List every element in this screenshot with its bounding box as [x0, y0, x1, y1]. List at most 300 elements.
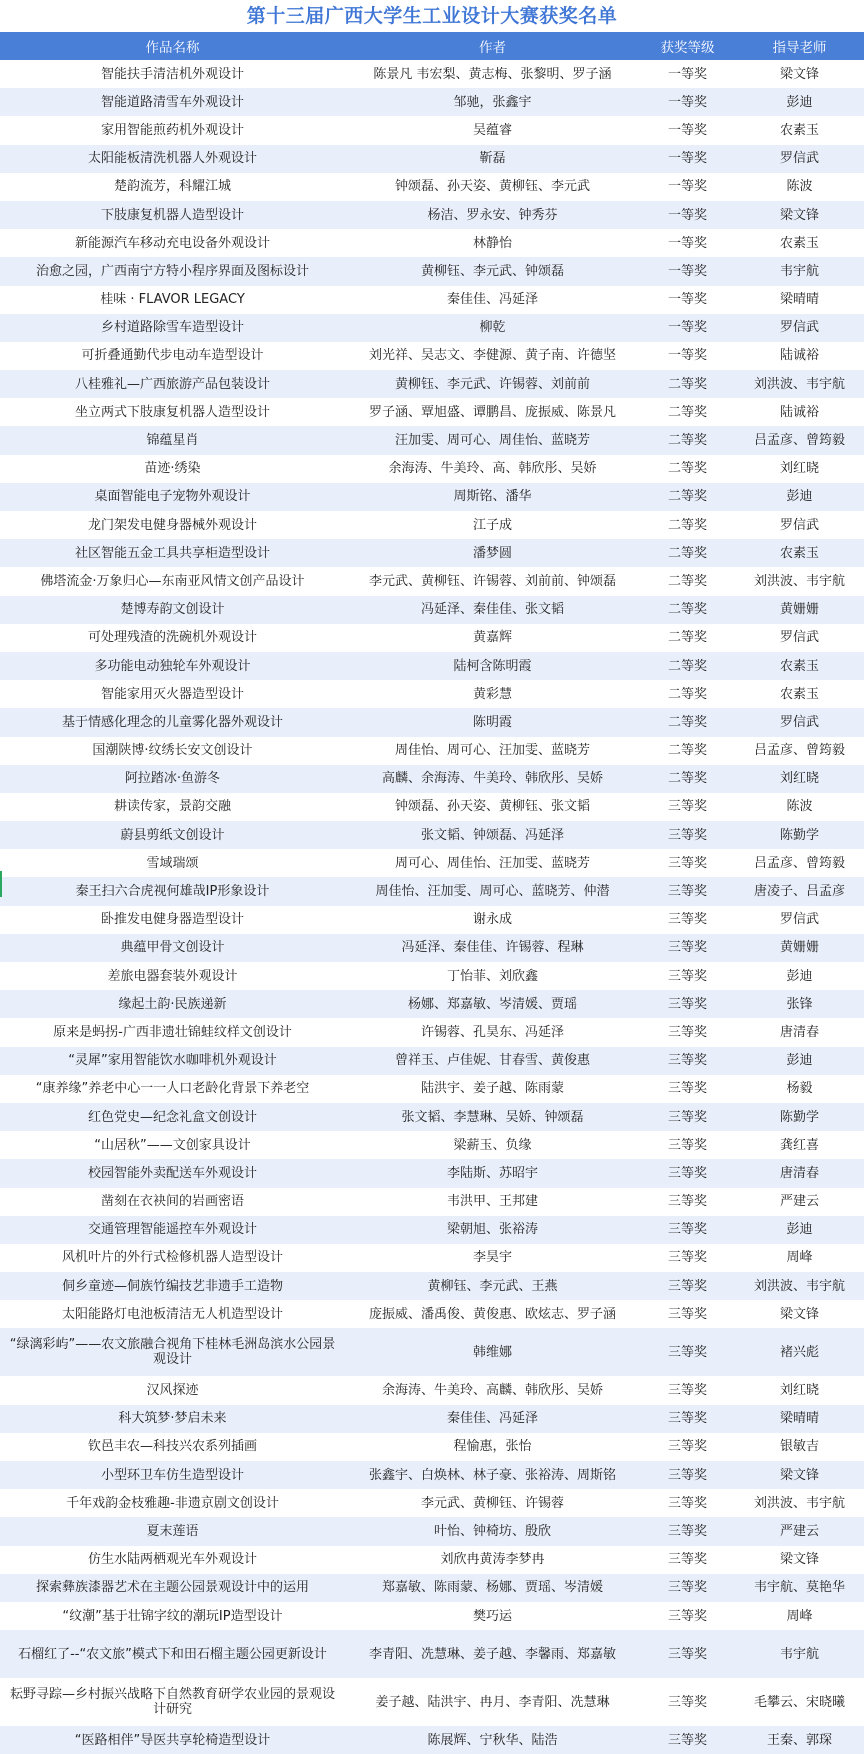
table-row[interactable]: [0, 286, 864, 314]
cell-author: 周斯铭、潘华: [345, 483, 640, 511]
cell-author: 邹驰，张鑫宇: [345, 88, 640, 116]
table-row[interactable]: [0, 765, 864, 793]
cell-work-name: 耘野寻踪—乡村振兴战略下自然教育研学农业园的景观设计研究: [0, 1678, 345, 1726]
cell-work-name: 八桂雅礼—广西旅游产品包装设计: [0, 370, 345, 398]
cell-author: 江子成: [345, 511, 640, 539]
cell-advisor: 褚兴彪: [735, 1328, 864, 1376]
cell-work-name: 楚韵流芳，科耀江城: [0, 173, 345, 201]
cell-advisor: 彭迪: [735, 1216, 864, 1244]
cell-advisor: 彭迪: [735, 1047, 864, 1075]
cell-author: 张鑫宇、白焕林、林子豪、张裕涛、周斯铭: [345, 1461, 640, 1489]
cell-work-name: 探索彝族漆器艺术在主题公园景观设计中的运用: [0, 1574, 345, 1602]
table-body: [0, 60, 864, 1754]
cell-work-name: 太阳能板清洗机器人外观设计: [0, 145, 345, 173]
cell-award-level: 三等奖: [640, 1272, 735, 1300]
table-row[interactable]: [0, 821, 864, 849]
cell-advisor: 农素玉: [735, 680, 864, 708]
table-row[interactable]: [0, 483, 864, 511]
cell-award-level: 二等奖: [640, 765, 735, 793]
cell-advisor: 吕孟彦、曾筠毅: [735, 849, 864, 877]
cell-award-level: 三等奖: [640, 1159, 735, 1187]
table-row[interactable]: [0, 1328, 864, 1376]
cell-author: 樊巧运: [345, 1602, 640, 1630]
table-row[interactable]: [0, 1405, 864, 1433]
awards-table: [0, 32, 864, 1754]
cell-award-level: 三等奖: [640, 962, 735, 990]
table-row[interactable]: [0, 1376, 864, 1404]
table-row[interactable]: [0, 1461, 864, 1489]
cell-work-name: 智能家用灭火器造型设计: [0, 680, 345, 708]
table-row[interactable]: [0, 567, 864, 595]
cell-advisor: 周峰: [735, 1244, 864, 1272]
table-row[interactable]: [0, 1517, 864, 1545]
column-header-award-level[interactable]: 获奖等级: [640, 32, 735, 60]
cell-advisor: 刘洪波、韦宇航: [735, 370, 864, 398]
cell-author: 陆洪宇、姜子越、陈雨蒙: [345, 1075, 640, 1103]
cell-award-level: 二等奖: [640, 483, 735, 511]
cell-award-level: 一等奖: [640, 60, 735, 88]
cell-advisor: 龚红喜: [735, 1131, 864, 1159]
cell-advisor: 唐清春: [735, 1018, 864, 1046]
cell-award-level: 三等奖: [640, 821, 735, 849]
table-row[interactable]: [0, 793, 864, 821]
cell-work-name: 秦王扫六合虎视何雄哉IP形象设计: [0, 877, 345, 905]
cell-author: 李元武、黄柳钰、许锡蓉: [345, 1489, 640, 1517]
page-title: 第十三届广西大学生工业设计大赛获奖名单: [246, 5, 618, 27]
table-row[interactable]: [0, 962, 864, 990]
cell-work-name: 小型环卫车仿生造型设计: [0, 1461, 345, 1489]
cell-author: 黄柳钰、李元武、王燕: [345, 1272, 640, 1300]
column-header-work-name[interactable]: 作品名称: [0, 32, 345, 60]
cell-advisor: 陈勤学: [735, 821, 864, 849]
cell-advisor: 唐凌子、吕孟彦: [735, 877, 864, 905]
cell-author: 杨洁、罗永安、钟秀芬: [345, 201, 640, 229]
cell-award-level: 三等奖: [640, 1678, 735, 1726]
table-row[interactable]: [0, 708, 864, 736]
cell-author: 黄柳钰、李元武、钟颂磊: [345, 257, 640, 285]
cell-advisor: 梁文锋: [735, 1461, 864, 1489]
cell-advisor: 农素玉: [735, 229, 864, 257]
cell-advisor: 陈波: [735, 793, 864, 821]
cell-advisor: 农素玉: [735, 539, 864, 567]
table-row[interactable]: [0, 596, 864, 624]
cell-work-name: 石榴红了--“农文旅”模式下和田石榴主题公园更新设计: [0, 1630, 345, 1678]
cell-work-name: 社区智能五金工具共享柜造型设计: [0, 539, 345, 567]
cell-work-name: “灵犀”家用智能饮水咖啡机外观设计: [0, 1047, 345, 1075]
cell-advisor: 罗信武: [735, 624, 864, 652]
cell-award-level: 三等奖: [640, 1489, 735, 1517]
cell-work-name: 科大筑梦·梦启未来: [0, 1405, 345, 1433]
cell-advisor: 韦宇航、莫艳华: [735, 1574, 864, 1602]
cell-award-level: 一等奖: [640, 229, 735, 257]
cell-award-level: 二等奖: [640, 370, 735, 398]
cell-award-level: 三等奖: [640, 906, 735, 934]
cell-author: 高麟、余海涛、牛美玲、韩欣彤、吴娇: [345, 765, 640, 793]
cell-award-level: 三等奖: [640, 1602, 735, 1630]
table-row[interactable]: [0, 511, 864, 539]
cell-advisor: 梁晴晴: [735, 286, 864, 314]
cell-advisor: 陆诚裕: [735, 342, 864, 370]
table-row[interactable]: [0, 737, 864, 765]
cell-advisor: 陈勤学: [735, 1103, 864, 1131]
cell-work-name: 下肢康复机器人造型设计: [0, 201, 345, 229]
cell-work-name: 治愈之园，广西南宁方特小程序界面及图标设计: [0, 257, 345, 285]
cell-author: 郑嘉敏、陈雨蒙、杨娜、贾瑶、岑清媛: [345, 1574, 640, 1602]
table-row[interactable]: [0, 1272, 864, 1300]
table-row[interactable]: [0, 145, 864, 173]
cell-award-level: 三等奖: [640, 1517, 735, 1545]
cell-advisor: 周峰: [735, 1602, 864, 1630]
table-row[interactable]: [0, 426, 864, 454]
cell-work-name: 风机叶片的外行式检修机器人造型设计: [0, 1244, 345, 1272]
cell-advisor: 吕孟彦、曾筠毅: [735, 426, 864, 454]
cell-author: 周佳怡、汪加雯、周可心、蓝晓芳、仲潜: [345, 877, 640, 905]
table-row[interactable]: [0, 1216, 864, 1244]
cell-advisor: 陈波: [735, 173, 864, 201]
cell-work-name: 夏末莲语: [0, 1517, 345, 1545]
cell-award-level: 三等奖: [640, 1244, 735, 1272]
cell-work-name: 典蕴甲骨文创设计: [0, 934, 345, 962]
cell-advisor: 刘红晓: [735, 455, 864, 483]
cell-advisor: 彭迪: [735, 88, 864, 116]
cell-author: 李元武、黄柳钰、许锡蓉、刘前前、钟颂磊: [345, 567, 640, 595]
table-row[interactable]: [0, 455, 864, 483]
cell-award-level: 二等奖: [640, 708, 735, 736]
cell-author: 陈景凡 韦宏梨、黄志梅、张黎明、罗子涵: [345, 60, 640, 88]
cell-work-name: 坐立两式下肢康复机器人造型设计: [0, 398, 345, 426]
cell-award-level: 三等奖: [640, 1188, 735, 1216]
cell-work-name: 智能道路清雪车外观设计: [0, 88, 345, 116]
cell-author: 韦洪甲、王邦建: [345, 1188, 640, 1216]
cell-work-name: “山居秋”——文创家具设计: [0, 1131, 345, 1159]
cell-work-name: “医路相伴”导医共享轮椅造型设计: [0, 1726, 345, 1754]
header-row: [0, 32, 864, 60]
cell-work-name: 千年戏韵金枝雅趣-非遗京剧文创设计: [0, 1489, 345, 1517]
cell-work-name: 锦蕴星肖: [0, 426, 345, 454]
table-row[interactable]: [0, 1630, 864, 1678]
cell-author: 李陆斯、苏昭宇: [345, 1159, 640, 1187]
cell-award-level: 二等奖: [640, 652, 735, 680]
cell-advisor: 张锋: [735, 990, 864, 1018]
cell-author: 黄嘉辉: [345, 624, 640, 652]
cell-author: 程愉惠，张怡: [345, 1433, 640, 1461]
table-row[interactable]: [0, 1159, 864, 1187]
cell-advisor: 罗信武: [735, 314, 864, 342]
cell-author: 陈展辉、宁秋华、陆浩: [345, 1726, 640, 1754]
cell-work-name: 佛塔流金·万象归心—东南亚风情文创产品设计: [0, 567, 345, 595]
cell-work-name: 蔚县剪纸文创设计: [0, 821, 345, 849]
cell-advisor: 银敏吉: [735, 1433, 864, 1461]
cell-work-name: 智能扶手清洁机外观设计: [0, 60, 345, 88]
cell-advisor: 刘洪波、韦宇航: [735, 1489, 864, 1517]
table-header: [0, 32, 864, 60]
cell-author: 罗子涵、覃旭盛、谭鹏昌、庞振威、陈景凡: [345, 398, 640, 426]
cell-author: 韩维娜: [345, 1328, 640, 1376]
cell-work-name: 新能源汽车移动充电设备外观设计: [0, 229, 345, 257]
cell-work-name: 苗迹·绣染: [0, 455, 345, 483]
cell-work-name: 楚博寿韵文创设计: [0, 596, 345, 624]
cell-work-name: 可折叠通勤代步电动车造型设计: [0, 342, 345, 370]
cell-author: 黄彩慧: [345, 680, 640, 708]
cell-work-name: 太阳能路灯电池板清洁无人机造型设计: [0, 1300, 345, 1328]
cell-advisor: 刘红晓: [735, 765, 864, 793]
cell-advisor: 梁文锋: [735, 1300, 864, 1328]
cell-award-level: 一等奖: [640, 342, 735, 370]
cell-advisor: 罗信武: [735, 145, 864, 173]
cell-award-level: 二等奖: [640, 680, 735, 708]
cell-work-name: 桂味 · FLAVOR LEGACY: [0, 286, 345, 314]
cell-award-level: 一等奖: [640, 116, 735, 144]
cell-award-level: 二等奖: [640, 511, 735, 539]
cell-work-name: 交通管理智能遥控车外观设计: [0, 1216, 345, 1244]
table-row[interactable]: [0, 173, 864, 201]
cell-work-name: 雪域瑞颂: [0, 849, 345, 877]
cell-author: 许锡蓉、孔昊东、冯延泽: [345, 1018, 640, 1046]
column-header-advisor[interactable]: 指导老师: [735, 32, 864, 60]
table-row[interactable]: [0, 1300, 864, 1328]
cell-author: 杨娜、郑嘉敏、岑清媛、贾瑶: [345, 990, 640, 1018]
cell-author: 秦佳佳、冯延泽: [345, 1405, 640, 1433]
cell-work-name: 缘起土韵·民族递新: [0, 990, 345, 1018]
table-row[interactable]: [0, 342, 864, 370]
table-row[interactable]: [0, 1678, 864, 1726]
cell-advisor: 刘红晓: [735, 1376, 864, 1404]
cell-advisor: 黄姗姗: [735, 596, 864, 624]
cell-award-level: 三等奖: [640, 1726, 735, 1754]
table-row[interactable]: [0, 652, 864, 680]
cell-author: 曾祥玉、卢佳妮、甘春雪、黄俊惠: [345, 1047, 640, 1075]
cell-author: 刘光祥、吴志文、李健源、黄子南、许德坚: [345, 342, 640, 370]
table-row[interactable]: [0, 849, 864, 877]
cell-work-name: 国潮陕博·纹绣长安文创设计: [0, 737, 345, 765]
cell-award-level: 二等奖: [640, 737, 735, 765]
cell-advisor: 梁文锋: [735, 201, 864, 229]
table-row[interactable]: [0, 201, 864, 229]
cell-work-name: 汉风探迹: [0, 1376, 345, 1404]
table-row[interactable]: [0, 370, 864, 398]
cell-award-level: 一等奖: [640, 145, 735, 173]
cell-author: 姜子越、陆洪宇、冉月、李青阳、冼慧琳: [345, 1678, 640, 1726]
cell-work-name: 耕读传家，景韵交融: [0, 793, 345, 821]
table-row[interactable]: [0, 229, 864, 257]
cell-award-level: 三等奖: [640, 1461, 735, 1489]
cell-award-level: 三等奖: [640, 1075, 735, 1103]
cell-award-level: 一等奖: [640, 286, 735, 314]
cell-award-level: 二等奖: [640, 624, 735, 652]
cell-award-level: 二等奖: [640, 539, 735, 567]
table-row[interactable]: [0, 1489, 864, 1517]
cell-advisor: 韦宇航: [735, 1630, 864, 1678]
cell-author: 谢永成: [345, 906, 640, 934]
cell-author: 张文韬、钟颂磊、冯延泽: [345, 821, 640, 849]
table-row[interactable]: [0, 1103, 864, 1131]
cell-advisor: 严建云: [735, 1188, 864, 1216]
cell-advisor: 梁文锋: [735, 1546, 864, 1574]
cell-award-level: 二等奖: [640, 398, 735, 426]
cell-award-level: 三等奖: [640, 1103, 735, 1131]
cell-work-name: 钦邑丰农—科技兴农系列插画: [0, 1433, 345, 1461]
table-row[interactable]: [0, 877, 864, 905]
table-row[interactable]: [0, 680, 864, 708]
table-row[interactable]: [0, 116, 864, 144]
cell-award-level: 一等奖: [640, 314, 735, 342]
cell-advisor: 农素玉: [735, 116, 864, 144]
cell-author: 林静怡: [345, 229, 640, 257]
cell-award-level: 三等奖: [640, 1376, 735, 1404]
cell-author: 冯延泽、秦佳佳、张文韬: [345, 596, 640, 624]
cell-advisor: 刘洪波、韦宇航: [735, 567, 864, 595]
cell-work-name: 家用智能煎药机外观设计: [0, 116, 345, 144]
cell-award-level: 三等奖: [640, 1574, 735, 1602]
cell-author: 梁薪玉、负缘: [345, 1131, 640, 1159]
cell-advisor: 王秦、郭琛: [735, 1726, 864, 1754]
cell-author: 余海涛、牛美玲、高、韩欣彤、吴娇: [345, 455, 640, 483]
table-row[interactable]: [0, 1726, 864, 1754]
cell-author: 陆柯含陈明霞: [345, 652, 640, 680]
table-row[interactable]: [0, 624, 864, 652]
cell-work-name: 原来是蚂拐-广西非遗壮锦蛙纹样文创设计: [0, 1018, 345, 1046]
cell-award-level: 三等奖: [640, 1630, 735, 1678]
cell-advisor: 刘洪波、韦宇航: [735, 1272, 864, 1300]
cell-award-level: 三等奖: [640, 934, 735, 962]
cell-award-level: 三等奖: [640, 793, 735, 821]
table-row[interactable]: [0, 1018, 864, 1046]
cell-award-level: 三等奖: [640, 1328, 735, 1376]
table-row[interactable]: [0, 314, 864, 342]
cell-award-level: 三等奖: [640, 1300, 735, 1328]
cell-advisor: 梁文锋: [735, 60, 864, 88]
cell-advisor: 唐清春: [735, 1159, 864, 1187]
table-row[interactable]: [0, 1075, 864, 1103]
table-row[interactable]: [0, 1131, 864, 1159]
cell-advisor: 罗信武: [735, 511, 864, 539]
table-row[interactable]: [0, 1047, 864, 1075]
cell-advisor: 陆诚裕: [735, 398, 864, 426]
cell-advisor: 彭迪: [735, 962, 864, 990]
cell-author: 钟颂磊、孙天姿、黄柳钰、张文韬: [345, 793, 640, 821]
cell-author: 周佳怡、周可心、汪加雯、蓝晓芳: [345, 737, 640, 765]
cell-author: 柳乾: [345, 314, 640, 342]
cell-author: 庞振威、潘禹俊、黄俊惠、欧炫志、罗子涵: [345, 1300, 640, 1328]
table-row[interactable]: [0, 1433, 864, 1461]
cell-author: 潘梦圆: [345, 539, 640, 567]
cell-work-name: 仿生水陆两栖观光车外观设计: [0, 1546, 345, 1574]
cell-author: 李昊宇: [345, 1244, 640, 1272]
cell-work-name: 基于情感化理念的儿童雾化器外观设计: [0, 708, 345, 736]
cell-author: 叶怡、钟椅坊、殷欣: [345, 1517, 640, 1545]
cell-work-name: 乡村道路除雪车造型设计: [0, 314, 345, 342]
cell-author: 周可心、周佳怡、汪加雯、蓝晓芳: [345, 849, 640, 877]
cell-work-name: 卧推发电健身器造型设计: [0, 906, 345, 934]
cell-work-name: “纹潮”基于壮锦字纹的潮玩IP造型设计: [0, 1602, 345, 1630]
cell-work-name: 多功能电动独轮车外观设计: [0, 652, 345, 680]
cell-work-name: “绿漓彩屿”——农文旅融合视角下桂林毛洲岛滨水公园景观设计: [0, 1328, 345, 1376]
cell-advisor: 彭迪: [735, 483, 864, 511]
row-selection-marker: [0, 871, 2, 897]
cell-advisor: 罗信武: [735, 906, 864, 934]
table-row[interactable]: [0, 539, 864, 567]
cell-award-level: 二等奖: [640, 455, 735, 483]
cell-award-level: 一等奖: [640, 201, 735, 229]
cell-award-level: 二等奖: [640, 596, 735, 624]
cell-author: 吴蕴睿: [345, 116, 640, 144]
cell-author: 汪加雯、周可心、周佳怡、蓝晓芳: [345, 426, 640, 454]
column-header-author[interactable]: 作者: [345, 32, 640, 60]
cell-award-level: 三等奖: [640, 1405, 735, 1433]
cell-advisor: 严建云: [735, 1517, 864, 1545]
cell-award-level: 三等奖: [640, 1216, 735, 1244]
cell-author: 黄柳钰、李元武、许锡蓉、刘前前: [345, 370, 640, 398]
table-row[interactable]: [0, 990, 864, 1018]
cell-author: 秦佳佳、冯延泽: [345, 286, 640, 314]
table-row[interactable]: [0, 1188, 864, 1216]
cell-award-level: 三等奖: [640, 1047, 735, 1075]
cell-advisor: 农素玉: [735, 652, 864, 680]
cell-award-level: 三等奖: [640, 990, 735, 1018]
table-row[interactable]: [0, 1244, 864, 1272]
cell-author: 李青阳、冼慧琳、姜子越、李馨雨、郑嘉敏: [345, 1630, 640, 1678]
table-row[interactable]: [0, 398, 864, 426]
cell-award-level: 三等奖: [640, 877, 735, 905]
cell-work-name: 可处理残渣的洗碗机外观设计: [0, 624, 345, 652]
cell-award-level: 三等奖: [640, 1433, 735, 1461]
table-row[interactable]: [0, 1546, 864, 1574]
cell-work-name: 凿刻在衣袂间的岩画密语: [0, 1188, 345, 1216]
cell-advisor: 杨毅: [735, 1075, 864, 1103]
cell-advisor: 吕孟彦、曾筠毅: [735, 737, 864, 765]
cell-advisor: 罗信武: [735, 708, 864, 736]
cell-author: 刘欣冉黄涛李梦冉: [345, 1546, 640, 1574]
cell-award-level: 三等奖: [640, 1131, 735, 1159]
cell-award-level: 一等奖: [640, 257, 735, 285]
cell-advisor: 毛攀云、宋晓曦: [735, 1678, 864, 1726]
cell-award-level: 一等奖: [640, 88, 735, 116]
cell-work-name: “康养缘”养老中心一一人口老龄化背景下养老空: [0, 1075, 345, 1103]
table-row[interactable]: [0, 1602, 864, 1630]
table-row[interactable]: [0, 88, 864, 116]
table-row[interactable]: [0, 934, 864, 962]
cell-award-level: 二等奖: [640, 567, 735, 595]
cell-author: 张文韬、李慧琳、吴娇、钟颂磊: [345, 1103, 640, 1131]
cell-work-name: 校园智能外卖配送车外观设计: [0, 1159, 345, 1187]
cell-award-level: 三等奖: [640, 849, 735, 877]
cell-author: 靳磊: [345, 145, 640, 173]
cell-author: 陈明霞: [345, 708, 640, 736]
cell-work-name: 龙门架发电健身器械外观设计: [0, 511, 345, 539]
table-row[interactable]: [0, 257, 864, 285]
cell-author: 余海涛、牛美玲、高麟、韩欣彤、吴娇: [345, 1376, 640, 1404]
cell-work-name: 侗乡童迹—侗族竹编技艺非遗手工造物: [0, 1272, 345, 1300]
cell-author: 冯延泽、秦佳佳、许锡蓉、程琳: [345, 934, 640, 962]
cell-author: 钟颂磊、孙天姿、黄柳钰、李元武: [345, 173, 640, 201]
cell-work-name: 阿拉踏冰·鱼游冬: [0, 765, 345, 793]
cell-work-name: 差旅电器套装外观设计: [0, 962, 345, 990]
cell-work-name: 桌面智能电子宠物外观设计: [0, 483, 345, 511]
table-row[interactable]: [0, 906, 864, 934]
cell-advisor: 黄姗姗: [735, 934, 864, 962]
cell-author: 丁怡菲、刘欣鑫: [345, 962, 640, 990]
cell-advisor: 梁晴晴: [735, 1405, 864, 1433]
cell-award-level: 三等奖: [640, 1546, 735, 1574]
cell-work-name: 红色党史—纪念礼盒文创设计: [0, 1103, 345, 1131]
cell-author: 梁朝旭、张裕涛: [345, 1216, 640, 1244]
cell-advisor: 韦宇航: [735, 257, 864, 285]
table-row[interactable]: [0, 60, 864, 88]
table-row[interactable]: [0, 1574, 864, 1602]
cell-award-level: 二等奖: [640, 426, 735, 454]
cell-award-level: 一等奖: [640, 173, 735, 201]
cell-award-level: 三等奖: [640, 1018, 735, 1046]
